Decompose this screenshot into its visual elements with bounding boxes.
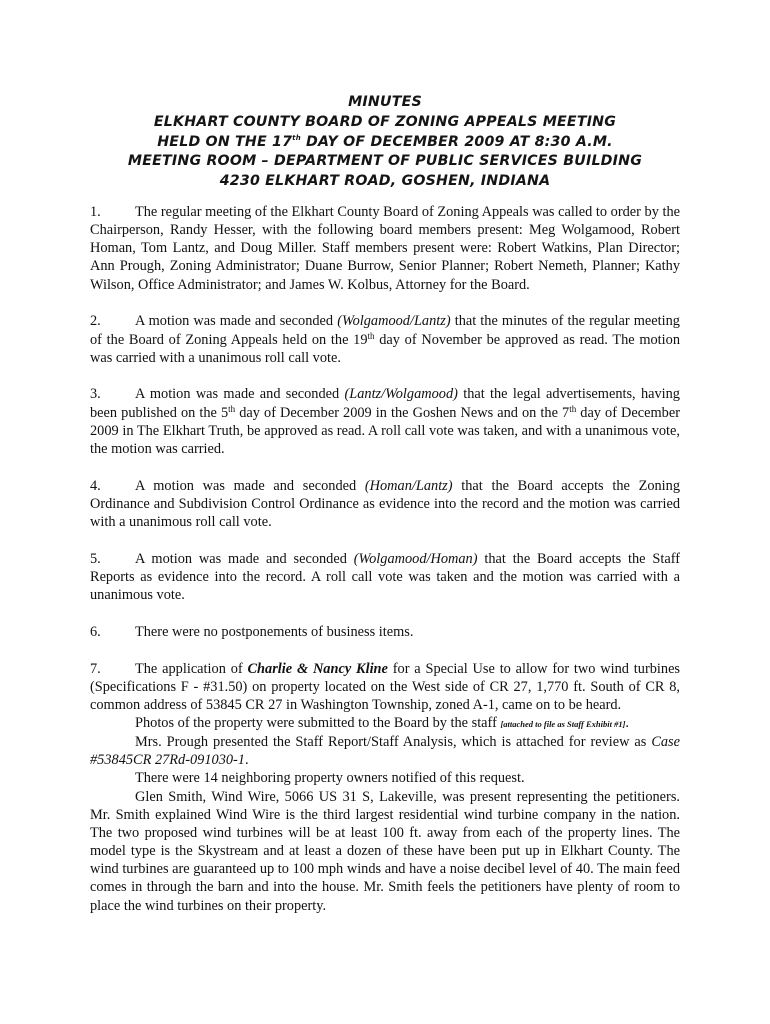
item-1-text: The regular meeting of the Elkhart County Board of Zoning Appeals was called to order by the Chairperson, Randy Hesser, with the following board members present: Meg Wolgamood, Robert Homan, Tom Lantz, and Doug Miller. Staff members present were: Robert Watkins, Plan Director; Ann Prough, Zoning Administrator; Duane Burrow, Senior Planner; Robert Nemeth, Planner; Kathy Wilson, Office Administrator; and James W. Kolbus, Attorney for the Board. (90, 204, 680, 293)
item-4-text-b: that the Board accepts the Zoning Ordinance and Subdivision Control Ordinance as evidence into the record and the motion was carried with a unanimous roll call vote. (90, 477, 680, 530)
item-number: 3. (90, 386, 101, 403)
photos-text: Photos of the property were submitted to the Board by the staff (135, 715, 501, 731)
item-number: 4. (90, 477, 101, 494)
item-5-motion-names: (Wolgamood/Homan) (353, 550, 478, 567)
item-5-paragraph (90, 550, 680, 604)
minutes-body (90, 203, 680, 915)
item-3-text-d: day of December 2009 in The Elkhart Truth, be approved as read. A roll call vote was taken, and with a unanimous vote, the motion was carried. (90, 404, 680, 457)
item-2-paragraph (90, 312, 680, 366)
photos-end: . (625, 715, 630, 731)
item-3-motion-names: (Lantz/Wolgamood) (344, 386, 458, 403)
testimony-text: Glen Smith, Wind Wire, 5066 US 31 S, Lakeville, was present representing the petitioners. Mr. Smith explained Wind Wire is the third largest residential wind turbine company in the nation. The two proposed wind turbines will be at least 100 ft. away from each of the property lines. The model type is the Skystream and at least a dozen of these have been put up in Elkhart County. The wind turbines are guaranteed up to 100 mph winds and have a noise decibel level of 40. The main feed comes in through the barn and into the house. Mr. Smith feels the petitioners have plenty of room to place the wind turbines on their property. (90, 788, 680, 914)
petitioner-name: Charlie & Nancy Kline (247, 660, 388, 677)
item-5-text-b: that the Board accepts the Staff Reports as evidence into the record. A roll call vote was taken and the motion was carried with a unanimous vote. (90, 550, 680, 604)
item-6-paragraph (90, 623, 680, 641)
item-6-text: There were no postponements of business items. (135, 623, 414, 640)
ordinal-suffix: th (367, 330, 375, 341)
item-3-text-c: day of December 2009 in the Goshen News and on the 7 (235, 404, 570, 421)
ordinal-suffix: th (569, 403, 577, 414)
header-meeting-room: MEETING ROOM – DEPARTMENT OF PUBLIC SERVICES BUILDING (127, 153, 643, 170)
item-3-text-a: A motion was made and seconded (135, 386, 345, 403)
item-7-paragraph (90, 660, 680, 714)
header-date-suffix: th (292, 133, 301, 142)
case-end: . (244, 752, 249, 769)
item-number: 6. (90, 623, 101, 640)
header-title: MINUTES (348, 94, 422, 110)
ordinal-suffix: th (228, 403, 236, 414)
item-1-paragraph (90, 203, 680, 294)
case-number: Case #53845CR 27Rd-091030-1 (90, 734, 680, 769)
item-2-text-b: that the minutes of the regular meeting of the Board of Zoning Appeals held on the 19 (90, 313, 680, 348)
item-5-text-a: A motion was made and seconded (135, 550, 354, 567)
item-number: 1. (90, 204, 101, 220)
item-2-motion-names: (Wolgamood/Lantz) (337, 313, 451, 330)
item-4-motion-names: (Homan/Lantz) (364, 477, 453, 494)
item-7-text-b: for a Special Use to allow for two wind turbines (Specifications F - #31.50) on property located on the West side of CR 27, 1,770 ft. South of CR 8, common address of 53845 CR 27 in Washington Township, zoned A-1, came on to be heard. (90, 660, 681, 713)
item-4-text-a: A motion was made and seconded (135, 477, 365, 494)
item-number: 7. (90, 660, 101, 677)
header-date-part1: HELD ON THE 17 (157, 133, 293, 150)
item-number: 5. (90, 550, 101, 567)
item-3-paragraph (90, 385, 680, 458)
header-board-name: ELKHART COUNTY BOARD OF ZONING APPEALS MEETING (153, 113, 617, 130)
item-2-text-a: A motion was made and seconded (135, 313, 338, 330)
header-meeting-date (0, 133, 770, 153)
item-7-notified-paragraph (90, 769, 680, 787)
item-2-text-c: day of November be approved as read. The motion was carried with a unanimous roll call vote. (90, 331, 680, 366)
minutes-header (0, 93, 770, 192)
item-7-staff-report-paragraph (90, 733, 680, 769)
notified-text: There were 14 neighboring property owners notified of this request. (135, 770, 525, 787)
header-date-part2: DAY OF DECEMBER 2009 AT 8:30 A.M. (300, 133, 613, 150)
item-7-testimony-paragraph (90, 788, 680, 915)
item-7-photos-paragraph (90, 714, 680, 733)
item-3-text-b: that the legal advertisements, having been published on the 5 (90, 386, 680, 421)
item-4-paragraph (90, 477, 680, 531)
header-address: 4230 ELKHART ROAD, GOSHEN, INDIANA (219, 173, 551, 190)
item-7-text-a: The application of (135, 660, 248, 677)
item-number: 2. (90, 313, 101, 330)
staff-report-text: Mrs. Prough presented the Staff Report/Staff Analysis, which is attached for review as (135, 734, 652, 751)
staff-exhibit-note: [attached to file as Staff Exhibit #1] (500, 719, 626, 729)
